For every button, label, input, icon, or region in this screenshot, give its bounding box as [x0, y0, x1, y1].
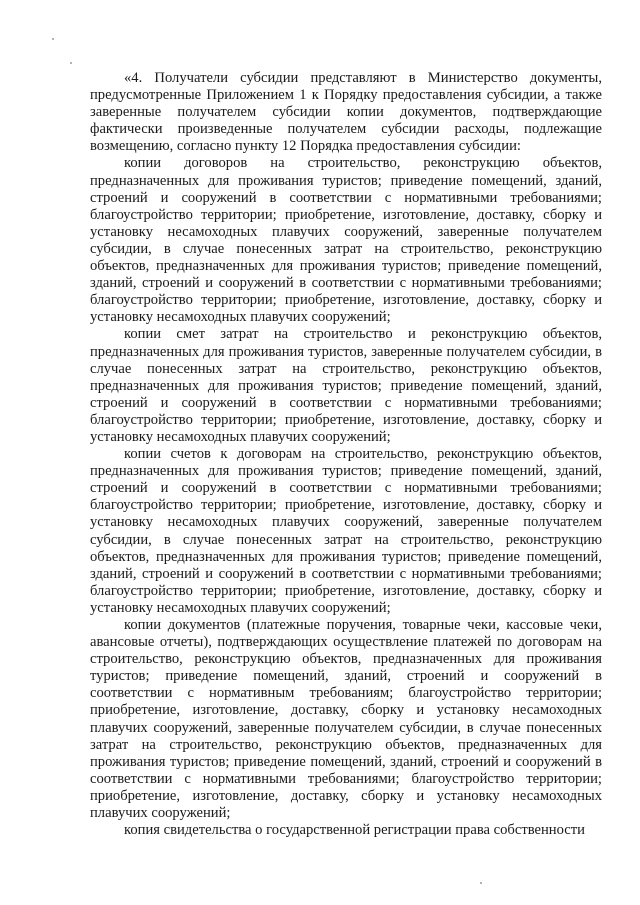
scan-speck: [70, 62, 72, 64]
paragraph-intro: «4. Получатели субсидии представляют в Министерство документы, предусмотренные Приложением 1 к Порядку предоставления субсидии, а также заверенные получателем субсидии копии документов, подтверждающие фактически произведенные получателем субсидии расходы, подлежащие возмещению, согласно пункту 12 Порядка предоставления субсидии:: [90, 70, 602, 155]
paragraph-ownership-certificate: копия свидетельства о государственной регистрации права собственности: [124, 822, 585, 839]
paragraph-estimate-copies: копии смет затрат на строительство и реконструкцию объектов, предназначенных для проживания туристов, заверенные получателем субсидии, в случае понесенных затрат на строительство, реконструкцию объектов, предназначенных для проживания туристов; приведение помещений, зданий, строений и сооружений в соответствии с нормативными требованиями; благоустройство территории; приобретение, изготовление, доставку, сборку и установку несамоходных плавучих сооружений;: [90, 326, 602, 445]
scan-speck: [480, 882, 482, 884]
paragraph-payment-copies: копии документов (платежные поручения, товарные чеки, кассовые чеки, авансовые отчеты), подтверждающих осуществление платежей по договорам на строительство, реконструкцию объектов, предназначенных для проживания туристов; приведение помещений, зданий, строений и сооружений в соответствии с нормативным требованиям; благоустройство территории; приобретение, изготовление, доставку, сборку и установку несамоходных плавучих сооружений, заверенные получателем субсидии, в случае понесенных затрат на строительство, реконструкцию объектов, предназначенных для проживания туристов; приведение помещений, зданий, строений и сооружений в соответствии с нормативными требованиями; благоустройство территории; приобретение, изготовление, доставку, сборку и установку несамоходных плавучих сооружений;: [90, 617, 602, 822]
paragraph-contract-copies: копии договоров на строительство, реконструкцию объектов, предназначенных для проживания туристов; приведение помещений, зданий, строений и сооружений в соответствии с нормативными требованиями; благоустройство территории; приобретение, изготовление, доставку, сборку и установку несамоходных плавучих сооружений, заверенные получателем субсидии, в случае понесенных затрат на строительство, реконструкцию объектов, предназначенных для проживания туристов; приведение помещений, зданий, строений и сооружений в соответствии с нормативными требованиями; благоустройство территории; приобретение, изготовление, доставку, сборку и установку несамоходных плавучих сооружений;: [90, 155, 602, 326]
scan-speck: [52, 38, 54, 40]
document-body: [90, 70, 602, 839]
paragraph-invoice-copies: копии счетов к договорам на строительство, реконструкцию объектов, предназначенных для проживания туристов; приведение помещений, зданий, строений и сооружений в соответствии с нормативными требованиями; благоустройство территории; приобретение, изготовление, доставку, сборку и установку несамоходных плавучих сооружений, заверенные получателем субсидии, в случае понесенных затрат на строительство, реконструкцию объектов, предназначенных для проживания туристов; приведение помещений, зданий, строений и сооружений в соответствии с нормативными требованиями; благоустройство территории; приобретение, изготовление, доставку, сборку и установку несамоходных плавучих сооружений;: [90, 446, 602, 616]
